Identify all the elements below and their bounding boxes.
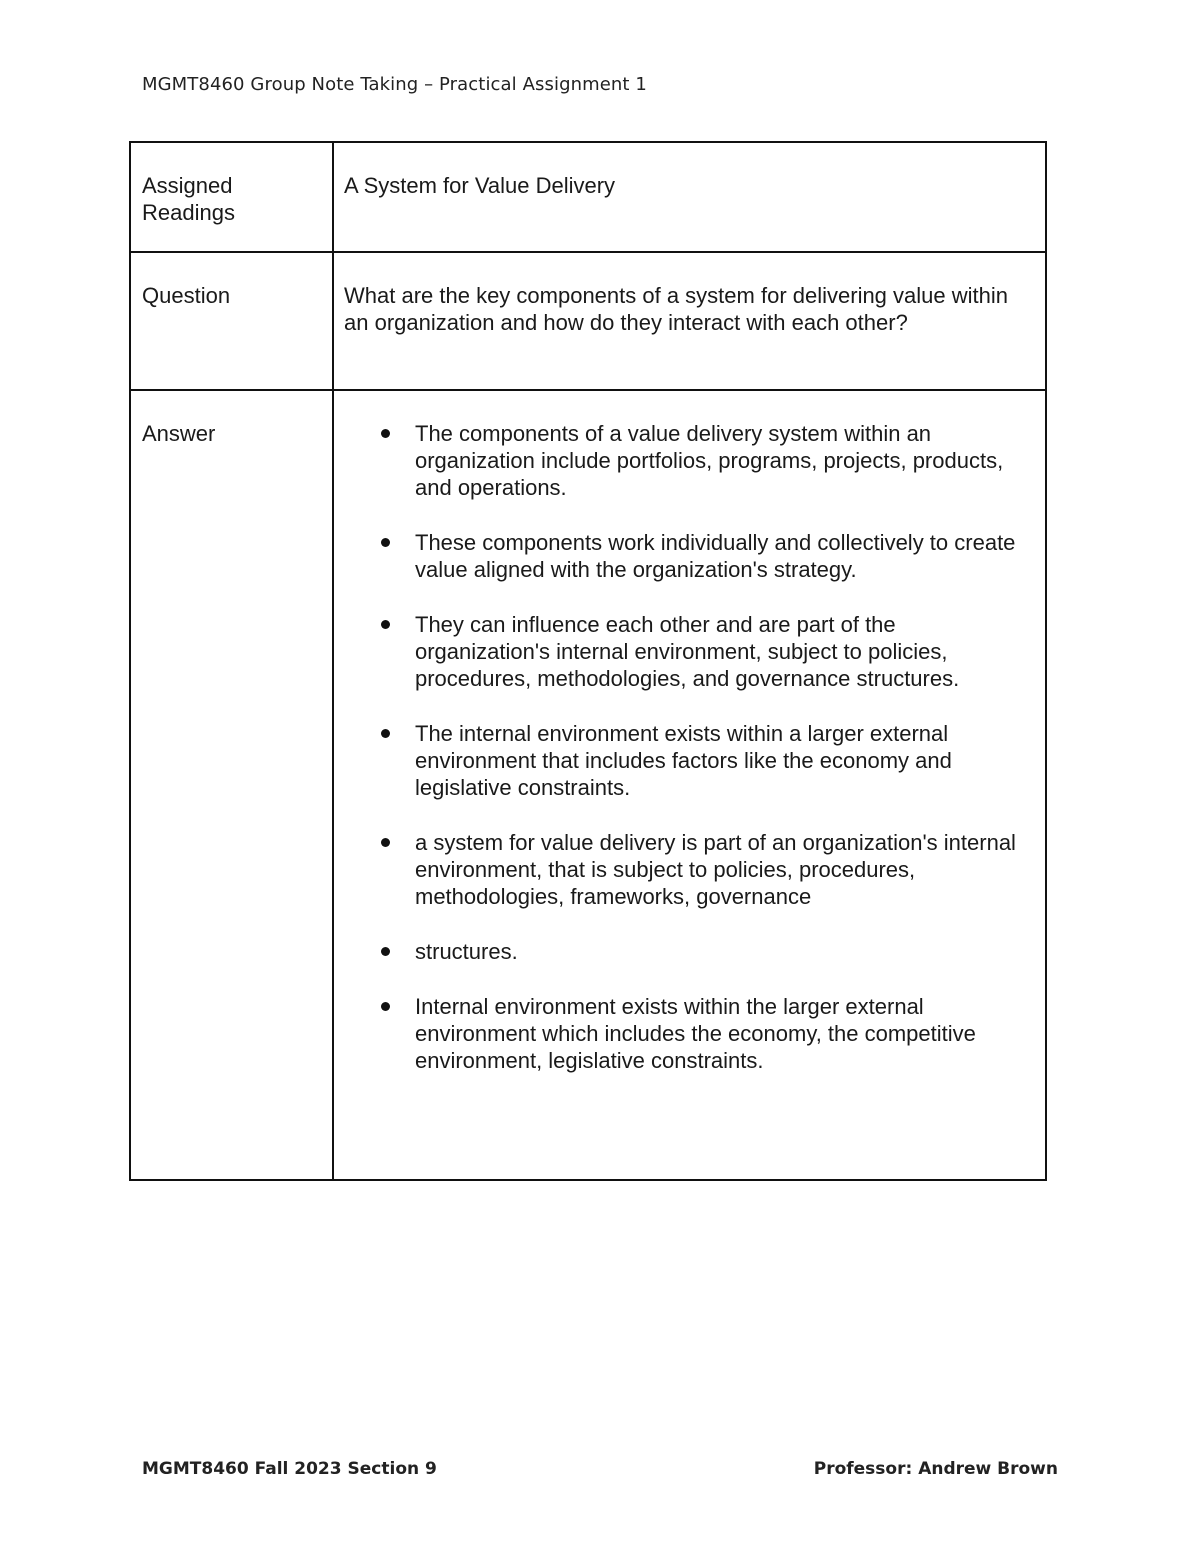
question-label-cell xyxy=(130,252,333,390)
answer-item-text: structures. xyxy=(415,939,518,964)
bullet-icon xyxy=(381,838,390,847)
bullet-icon xyxy=(381,429,390,438)
readings-value: A System for Value Delivery xyxy=(344,173,616,198)
table-row-readings xyxy=(130,142,1046,252)
bullet-icon xyxy=(381,1002,390,1011)
answer-item-text: They can influence each other and are part of the organization's internal environment, subject to policies, procedures, methodologies, and governance structures. xyxy=(415,612,960,691)
bullet-icon xyxy=(381,947,390,956)
question-value-cell xyxy=(333,252,1046,390)
readings-value-cell xyxy=(333,142,1046,252)
answer-item-text: Internal environment exists within the larger external environment which includes the economy, the competitive environment, legislative constraints. xyxy=(415,994,976,1073)
question-label: Question xyxy=(142,283,231,308)
bullet-icon xyxy=(381,729,390,738)
table-row-answer xyxy=(130,390,1046,1180)
bullet-icon xyxy=(381,538,390,547)
list-item xyxy=(415,611,1031,692)
readings-label: Assigned Readings xyxy=(142,173,235,225)
bullet-icon xyxy=(381,620,390,629)
list-item xyxy=(415,720,1031,801)
answer-item-text: The internal environment exists within a larger external environment that includes factors like the economy and legislative constraints. xyxy=(415,721,952,800)
answer-bullet-list xyxy=(334,391,1045,1074)
answer-item-text: a system for value delivery is part of an organization's internal environment, that is subject to policies, procedures, methodologies, frameworks, governance xyxy=(415,830,1016,909)
answer-label: Answer xyxy=(142,421,216,446)
question-value: What are the key components of a system for delivering value within an organization and how do they interact with each other? xyxy=(344,283,1008,335)
answer-label-cell xyxy=(130,390,333,1180)
list-item xyxy=(415,420,1031,501)
answer-value-cell xyxy=(333,390,1046,1180)
list-item xyxy=(415,529,1031,583)
list-item xyxy=(415,938,1031,965)
footer-professor: Professor: Andrew Brown xyxy=(813,1459,1058,1479)
list-item xyxy=(415,829,1031,910)
page-header: MGMT8460 Group Note Taking – Practical Assignment 1 xyxy=(142,74,647,95)
table-row-question xyxy=(130,252,1046,390)
answer-item-text: These components work individually and collectively to create value aligned with the organization's strategy. xyxy=(415,530,1016,582)
answer-item-text: The components of a value delivery system within an organization include portfolios, programs, projects, products, and operations. xyxy=(415,421,1004,500)
list-item xyxy=(415,993,1031,1074)
readings-label-cell xyxy=(130,142,333,252)
footer-course-info: MGMT8460 Fall 2023 Section 9 xyxy=(142,1459,437,1479)
notes-table xyxy=(129,141,1047,1181)
